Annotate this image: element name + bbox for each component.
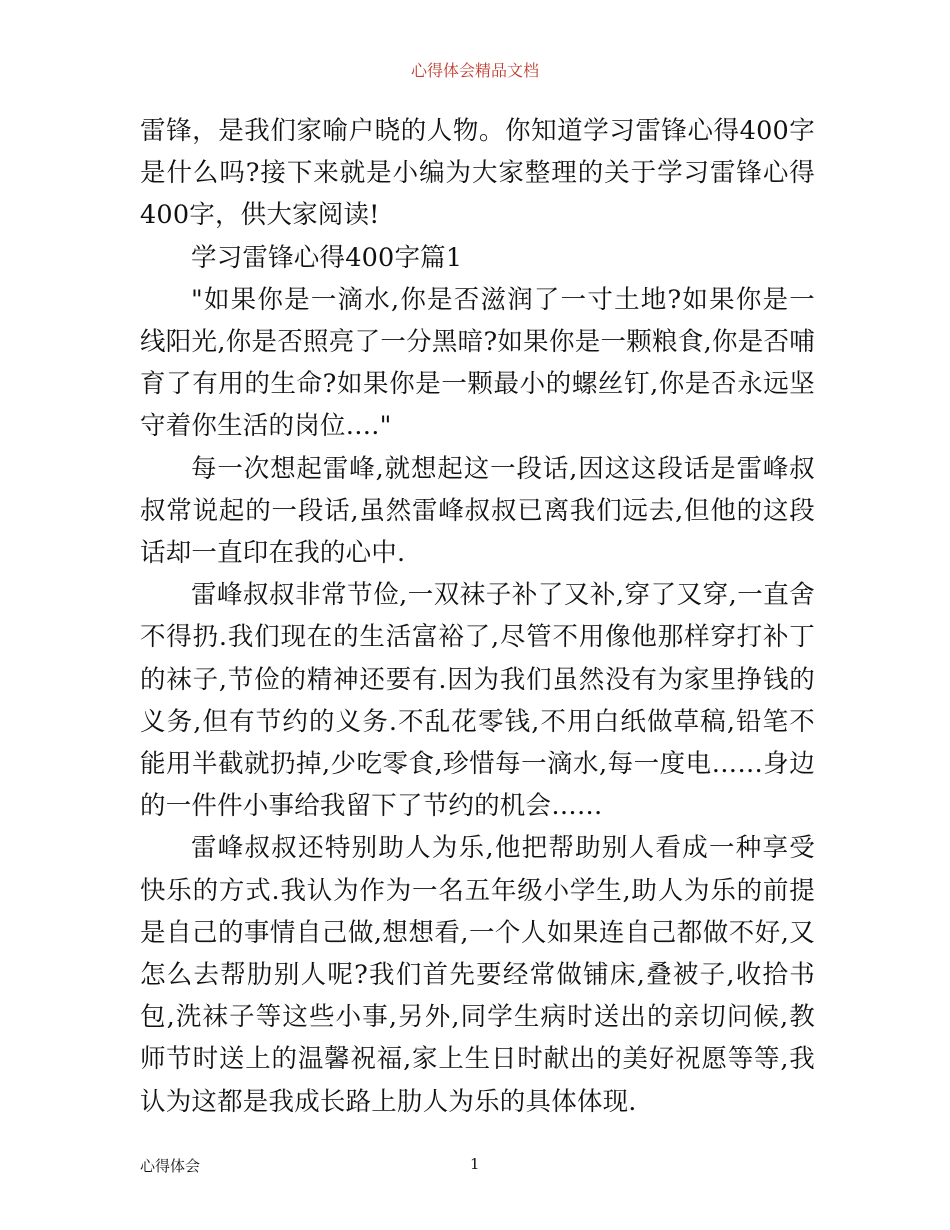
page-number: 1 — [470, 1155, 480, 1173]
body-paragraph: 每一次想起雷峰,就想起这一段话,因这这段话是雷峰叔叔常说起的一段话,虽然雷峰叔叔已离我们远去,但他的这段话却一直印在我的心中. — [140, 453, 815, 569]
footer-label: 心得体会 — [140, 1157, 201, 1175]
document-body — [140, 110, 815, 1123]
quote-paragraph: "如果你是一滴水,你是否滋润了一寸土地?如果你是一线阳光,你是否照亮了一分黑暗?如果你是一颗粮食,你是否哺育了有用的生命?如果你是一颗最小的螺丝钉,你是否永远坚守着你生活的岗位…." — [140, 284, 815, 442]
page-header-title: 心得体会精品文档 — [410, 61, 539, 80]
body-paragraph: 雷峰叔叔非常节俭,一双袜子补了又补,穿了又穿,一直舍不得扔.我们现在的生活富裕了,尽管不用像他那样穿打补丁的袜子,节俭的精神还要有.因为我们虽然没有为家里挣钱的义务,但有节约的义务.不乱花零钱,不用白纸做草稿,铅笔不能用半截就扔掉,少吃零食,珍惜每一滴水,每一度电……身边的一件件小事给我留下了节约的机会…… — [140, 580, 815, 822]
section-heading: 学习雷锋心得400字篇1 — [191, 242, 463, 273]
body-paragraph: 雷峰叔叔还特别助人为乐,他把帮助别人看成一种享受快乐的方式.我认为作为一名五年级小学生,助人为乐的前提是自己的事情自己做,想想看,一个人如果连自己都做不好,又怎么去帮肋别人呢?我们首先要经常做铺床,叠被子,收拾书包,洗袜子等这些小事,另外,同学生病时送出的亲切问候,教师节时送上的温馨祝福,家上生日时献出的美好祝愿等等,我认为这都是我成长路上肋人为乐的具体体现. — [140, 833, 815, 1117]
intro-paragraph: 雷锋，是我们家喻户晓的人物。你知道学习雷锋心得400字是什么吗?接下来就是小编为大家整理的关于学习雷锋心得400字，供大家阅读! — [140, 116, 815, 231]
